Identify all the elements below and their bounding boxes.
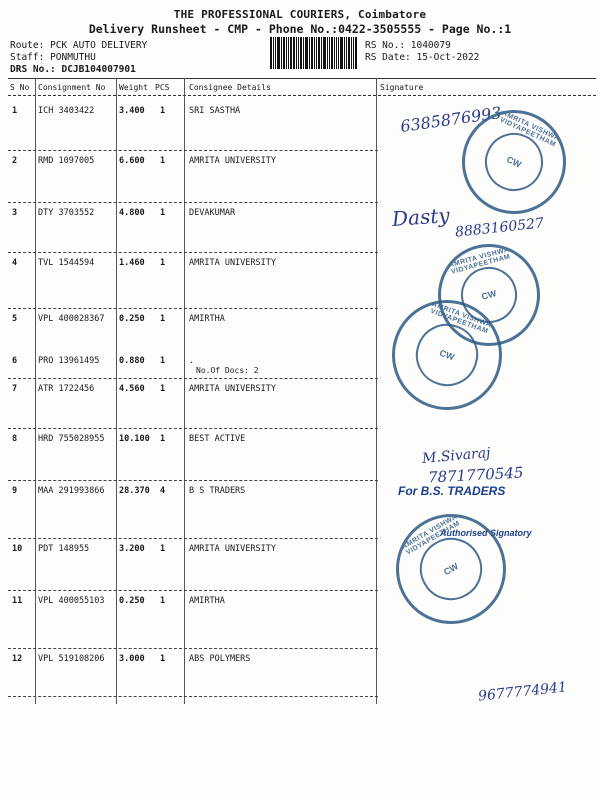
col-consignment: Consignment No: [38, 83, 106, 92]
row-sno: 11: [12, 596, 23, 606]
drs-number: DRS No.: DCJB104007901: [10, 64, 136, 75]
row-separator: [8, 590, 378, 591]
row-sno: 7: [12, 384, 18, 394]
consignee-name: DEVAKUMAR: [189, 208, 236, 218]
trader-stamp: For B.S. TRADERS: [398, 484, 506, 498]
divider: [376, 78, 377, 704]
consignee-name: .: [189, 356, 195, 366]
phone-handwritten: 6385876993: [399, 103, 503, 136]
col-pcs: PCS: [155, 83, 170, 92]
row-sno: 3: [12, 208, 18, 218]
consignee-name: AMRITA UNIVERSITY: [189, 258, 276, 268]
consignment-number: VPL 400055103: [38, 596, 105, 606]
consignment-number: VPL 400028367: [38, 314, 105, 324]
staff-label: Staff: PONMUTHU: [10, 52, 96, 63]
row-sno: 4: [12, 258, 18, 268]
row-sno: 6: [12, 356, 18, 366]
divider: [116, 78, 117, 704]
col-signature: Signature: [380, 83, 424, 92]
consignment-number: HRD 755028955: [38, 434, 105, 444]
rs-number: RS No.: 1040079: [365, 40, 451, 51]
consignee-name: SRI SASTHA: [189, 106, 241, 116]
pcs-count: 1: [160, 356, 166, 366]
col-weight: Weight: [119, 83, 148, 92]
pcs-count: 1: [160, 596, 166, 606]
consignment-number: DTY 3703552: [38, 208, 95, 218]
consignment-number: ICH 3403422: [38, 106, 95, 116]
consignee-name: BEST ACTIVE: [189, 434, 246, 444]
row-separator: [8, 538, 378, 539]
consignee-name: AMRITA UNIVERSITY: [189, 544, 276, 554]
row-separator: [8, 378, 378, 379]
phone-handwritten: 7871770545: [427, 463, 524, 487]
row-separator: [8, 252, 378, 253]
row-sno: 12: [12, 654, 23, 664]
phone-handwritten: 9677774941: [477, 679, 568, 705]
row-sno: 1: [12, 106, 18, 116]
consignee-name: ABS POLYMERS: [189, 654, 251, 664]
consignee-name: AMRITA UNIVERSITY: [189, 384, 276, 394]
weight-value: 3.000: [119, 654, 145, 664]
weight-value: 10.100: [119, 434, 150, 444]
pcs-count: 1: [160, 434, 166, 444]
consignment-number: MAA 291993866: [38, 486, 105, 496]
consignment-number: PRO 13961495: [38, 356, 100, 366]
weight-value: 0.880: [119, 356, 145, 366]
consignment-number: TVL 1544594: [38, 258, 95, 268]
row-separator: [8, 428, 378, 429]
docs-count: No.Of Docs: 2: [196, 366, 259, 375]
pcs-count: 1: [160, 156, 166, 166]
col-consignee: Consignee Details: [189, 83, 271, 92]
verification-seal: AMRITA VISHWA VIDYAPEETHAM CW: [377, 285, 518, 426]
weight-value: 4.560: [119, 384, 145, 394]
row-sno: 10: [12, 544, 23, 554]
consignment-number: VPL 519108206: [38, 654, 105, 664]
weight-value: 0.250: [119, 596, 145, 606]
row-sno: 9: [12, 486, 18, 496]
runsheet-title: Delivery Runsheet - CMP - Phone No.:0422-3505555 - Page No.:1: [88, 22, 512, 36]
phone-handwritten: 8883160527: [454, 215, 545, 241]
name-handwritten: M.Sivaraj: [421, 445, 492, 467]
authorised-signatory: Authorised Signatory: [440, 528, 532, 538]
row-separator: [8, 480, 378, 481]
weight-value: 28.370: [119, 486, 150, 496]
pcs-count: 1: [160, 208, 166, 218]
rs-date: RS Date: 15-Oct-2022: [365, 52, 480, 63]
col-sno: S No: [10, 83, 30, 92]
consignee-name: B S TRADERS: [189, 486, 246, 496]
verification-seal: AMRITA VISHWA VIDYAPEETHAM CW: [445, 93, 583, 231]
weight-value: 4.800: [119, 208, 145, 218]
consignment-number: PDT 148955: [38, 544, 90, 554]
barcode: [270, 37, 358, 69]
row-separator: [8, 308, 378, 309]
divider: [35, 78, 36, 704]
pcs-count: 1: [160, 384, 166, 394]
verification-seal: AMRITA VISHWA VIDYAPEETHAM CW: [376, 494, 526, 644]
weight-value: 1.460: [119, 258, 145, 268]
row-separator: [8, 202, 378, 203]
consignee-name: AMIRTHA: [189, 596, 225, 606]
weight-value: 0.250: [119, 314, 145, 324]
consignee-name: AMIRTHA: [189, 314, 225, 324]
pcs-count: 1: [160, 106, 166, 116]
row-separator: [8, 696, 378, 697]
pcs-count: 1: [160, 544, 166, 554]
signature-row3: Dasty: [391, 203, 451, 231]
row-separator: [8, 150, 378, 151]
consignment-number: RMD 1097005: [38, 156, 95, 166]
weight-value: 3.400: [119, 106, 145, 116]
row-sno: 5: [12, 314, 18, 324]
row-separator: [8, 648, 378, 649]
consignment-number: ATR 1722456: [38, 384, 95, 394]
row-sno: 2: [12, 156, 18, 166]
table-header: [8, 78, 596, 96]
row-sno: 8: [12, 434, 18, 444]
route-label: Route: PCK AUTO DELIVERY: [10, 40, 148, 51]
consignee-name: AMRITA UNIVERSITY: [189, 156, 276, 166]
pcs-count: 1: [160, 314, 166, 324]
pcs-count: 1: [160, 258, 166, 268]
pcs-count: 1: [160, 654, 166, 664]
verification-seal: AMRITA VISHWA VIDYAPEETHAM CW: [427, 233, 552, 358]
divider: [184, 78, 185, 704]
pcs-count: 4: [160, 486, 166, 496]
weight-value: 6.600: [119, 156, 145, 166]
weight-value: 3.200: [119, 544, 145, 554]
company-title: THE PROFESSIONAL COURIERS, Coimbatore: [173, 8, 427, 21]
